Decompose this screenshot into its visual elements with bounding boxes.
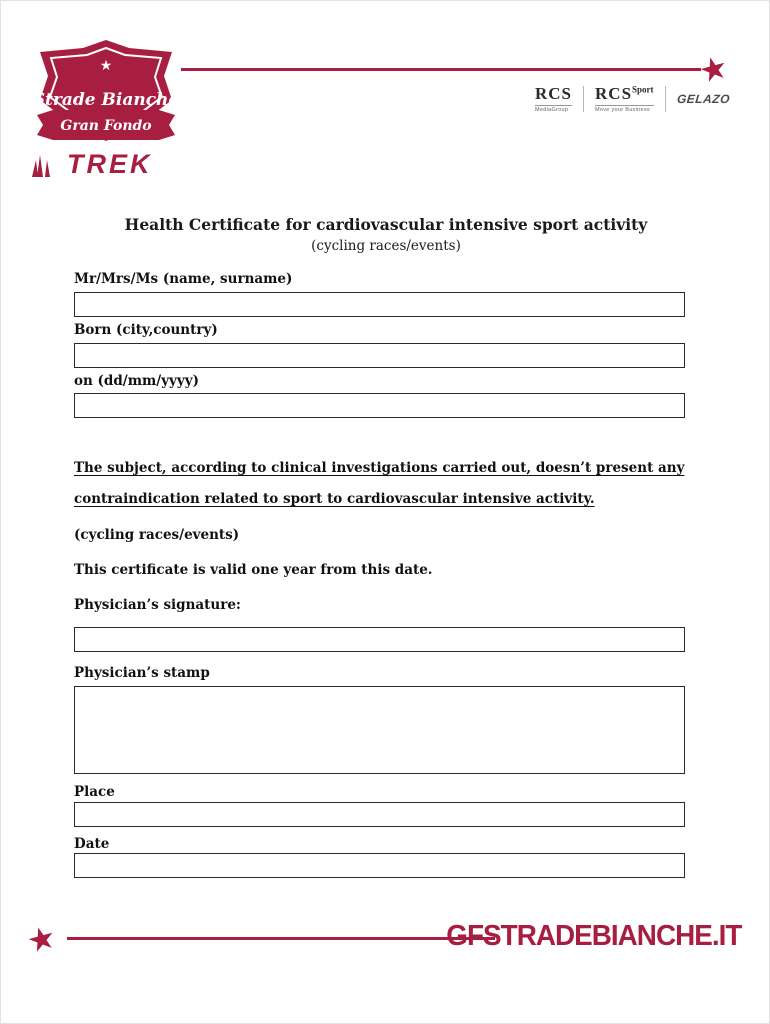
born-input[interactable] <box>74 343 685 368</box>
document-subtitle: (cycling races/events) <box>311 238 461 254</box>
partner-separator <box>583 86 584 112</box>
partner-logos <box>535 81 730 117</box>
gelazo-wordmark: GELAZO <box>675 92 731 106</box>
rcs-sport-wordmark <box>595 85 654 103</box>
rcs-sport-main: RCS <box>595 84 633 104</box>
badge-star-icon: ★ <box>99 58 113 74</box>
footer-website: GFSTRADEBIANCHE.IT <box>445 920 741 952</box>
signature-input[interactable] <box>74 627 685 652</box>
footer-star-icon: ★ <box>22 916 61 962</box>
document-title: Health Certificate for cardiovascular intensive sport activity <box>124 215 648 234</box>
rcs-sport-sup: Sport <box>632 84 654 95</box>
trek-spokes-icon <box>31 152 61 178</box>
place-input[interactable] <box>74 802 685 827</box>
signature-label: Physician’s signature: <box>74 597 241 613</box>
ribbon-text: Gran Fondo <box>60 118 152 134</box>
birth-date-input[interactable] <box>74 393 685 418</box>
footer-divider-line <box>67 937 495 940</box>
rcs-sport-tagline: Move your Business <box>595 105 654 113</box>
rcs-tagline: MediaGroup <box>535 105 572 113</box>
trek-logo <box>31 151 153 178</box>
header-divider-line <box>181 68 701 71</box>
stamp-area[interactable] <box>74 686 685 774</box>
badge-title-text: Strade Bianche <box>32 90 180 110</box>
partner-separator <box>665 86 666 112</box>
rcs-logo <box>535 85 572 113</box>
birth-date-label: on (dd/mm/yyyy) <box>74 373 199 389</box>
name-label: Mr/Mrs/Ms (name, surname) <box>74 271 293 287</box>
trek-wordmark: TREK <box>67 149 153 179</box>
place-label: Place <box>74 784 115 800</box>
statement-validity: This certificate is valid one year from this date. <box>74 562 433 578</box>
born-label: Born (city,country) <box>74 322 218 338</box>
rcs-sport-logo <box>595 85 654 113</box>
top-right-star-icon: ★ <box>694 46 733 92</box>
date-label: Date <box>74 836 110 852</box>
stamp-label: Physician’s stamp <box>74 665 210 681</box>
gran-fondo-ribbon <box>37 109 175 141</box>
rcs-wordmark: RCS <box>535 84 573 104</box>
name-input[interactable] <box>74 292 685 317</box>
statement-note: (cycling races/events) <box>74 527 240 543</box>
date-input[interactable] <box>74 853 685 878</box>
statement-line-2: contraindication related to sport to cardiovascular intensive activity. <box>74 491 595 507</box>
statement-line-1: The subject, according to clinical investigations carried out, doesn’t present any <box>74 460 685 476</box>
gelazo-logo <box>677 92 730 106</box>
